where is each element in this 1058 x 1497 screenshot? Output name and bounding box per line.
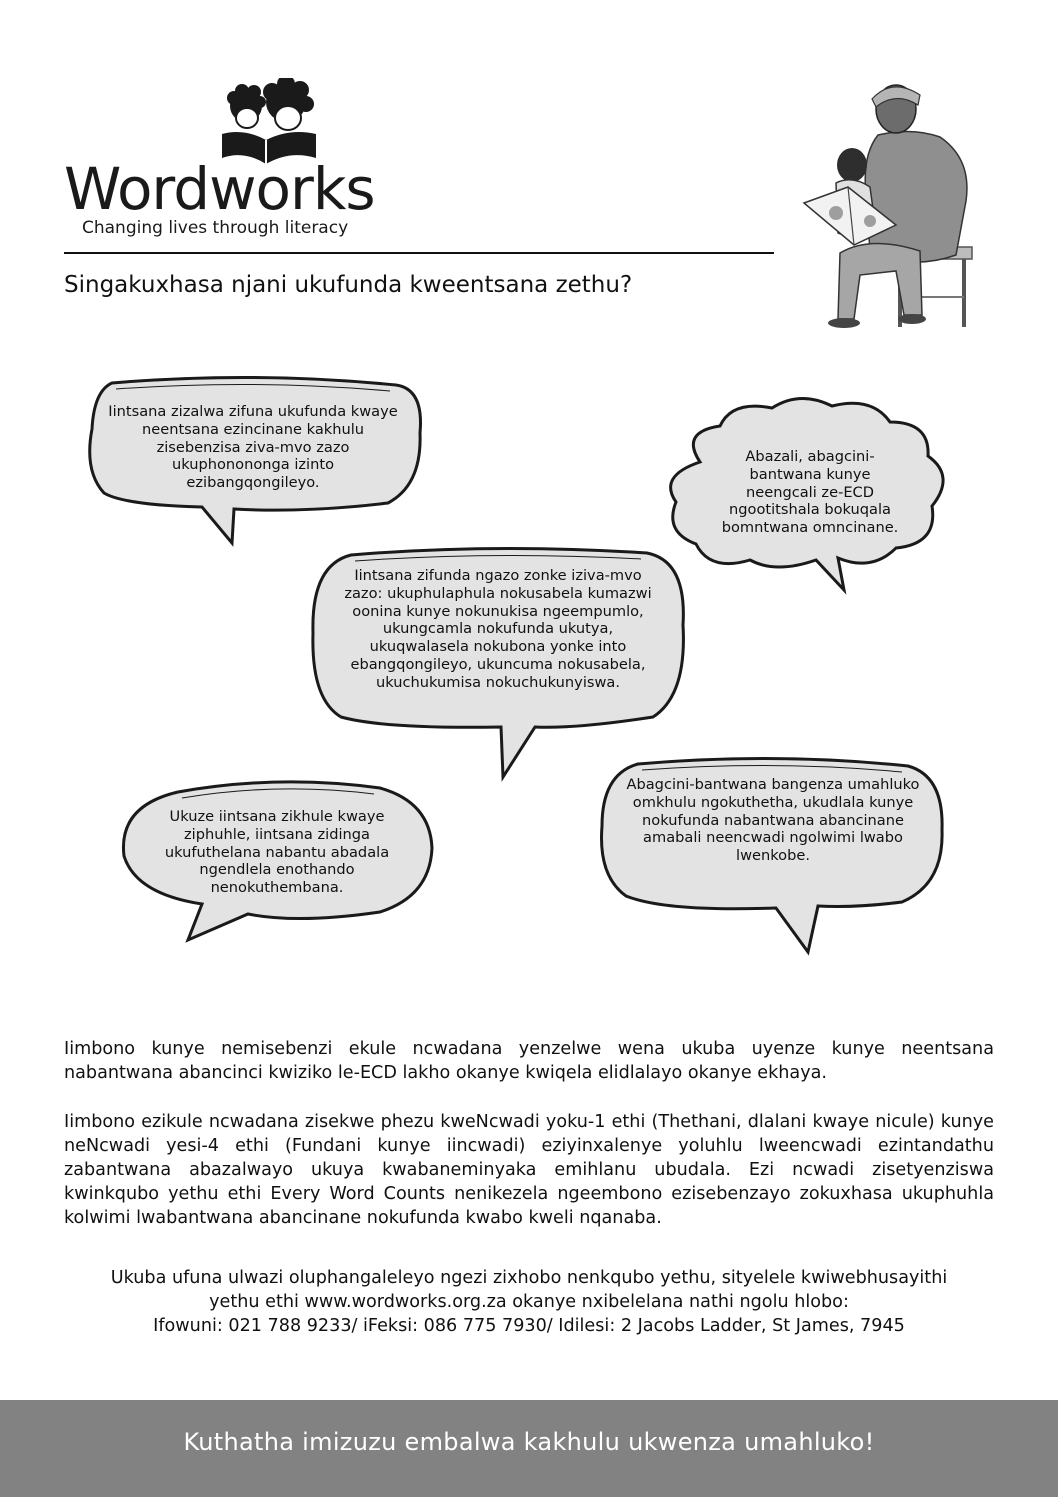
bubble-text-5: Abagcini-bantwana bangenza umahluko omkhulu ngokuthetha, ukudlala kunye nokufunda nabantwana abancinane amabali neencwadi ngolwimi lwabo lwenkobe. [626, 776, 920, 865]
reading-children-logo-icon [216, 78, 326, 166]
bubble-text-3: Iintsana zifunda ngazo zonke iziva-mvo zazo: ukuphulaphula nokusabela kumazwi oonina kunye nokunukisa ngeempumlo, ukungcamla nokufunda ukutya, ukuqwalasela nokubona yonke into ebangqongileyo, ukuncuma nokusabela, ukuchukumisa nokuchukunyiswa. [344, 567, 652, 691]
page-title: Singakuxhasa njani ukufunda kweentsana zethu? [64, 272, 633, 298]
header-divider [64, 252, 774, 254]
footer-slogan: Kuthatha imizuzu embalwa kakhulu ukwenza umahluko! [183, 1428, 875, 1456]
brand-tagline: Changing lives through literacy [82, 218, 349, 238]
bubble-text-2: Abazali, abagcini-bantwana kunye neengcali ze-ECD ngootitshala bokuqala bomntwana omncinane. [721, 448, 899, 537]
wordworks-logo [64, 78, 404, 243]
bubble-text-1: Iintsana zizalwa zifuna ukufunda kwaye neentsana ezincinane kakhulu zisebenzisa ziva-mvo zazo ukuphonononga izinto ezibangqongileyo. [108, 403, 398, 492]
speech-bubble-1 [84, 375, 426, 547]
speech-bubble-4 [118, 778, 436, 946]
contact-info [64, 1266, 994, 1338]
contact-line-1: Ukuba ufuna ulwazi oluphangaleleyo ngezi zixhobo nenkqubo yethu, sityelele kwiwebhusayithi [110, 1268, 948, 1288]
speech-bubble-5 [596, 756, 948, 956]
caregiver-reading-illustration [800, 75, 990, 337]
contact-line-2[interactable]: yethu ethi www.wordworks.org.za okanye nxibelelana nathi ngolu hlobo: [209, 1292, 849, 1312]
bubble-text-4: Ukuze iintsana zikhule kwaye ziphuhle, iintsana zidinga ukufuthelana nabantu abadala ngendlela enothando nenokuthembana. [164, 808, 390, 897]
brand-name: Wordworks [64, 155, 375, 223]
intro-paragraph: Iimbono kunye nemisebenzi ekule ncwadana yenzelwe wena ukuba uyenze kunye neentsana nabantwana abancinci kwiziko le-ECD lakho okanye kwiqela elidlalayo okanye ekhaya. [64, 1039, 994, 1083]
footer-banner [0, 1400, 1058, 1497]
speech-bubble-2 [660, 392, 960, 592]
description-paragraph: Iimbono ezikule ncwadana zisekwe phezu kweNcwadi yoku-1 ethi (Thethani, dlalani kwaye nicule) kunye neNcwadi yesi-4 ethi (Fundani kunye iincwadi) eziyinxalenye yoluhlu lweencwadi ezintandathu zabantwana abazalwayo ukuya kwabaneminyaka emihlanu ubudala. Ezi ncwadi zisetyenziswa kwinkqubo yethu ethi Every Word Counts nenikezela ngeembono ezisebenzayo zokuxhasa ukuphuhla kolwimi lwabantwana abancinane nokufunda kwabo kweli nqanaba. [64, 1112, 994, 1228]
contact-line-3: Ifowuni: 021 788 9233/ iFeksi: 086 775 7930/ Idilesi: 2 Jacobs Ladder, St James, 7945 [153, 1316, 905, 1336]
speech-bubble-3 [305, 545, 691, 781]
